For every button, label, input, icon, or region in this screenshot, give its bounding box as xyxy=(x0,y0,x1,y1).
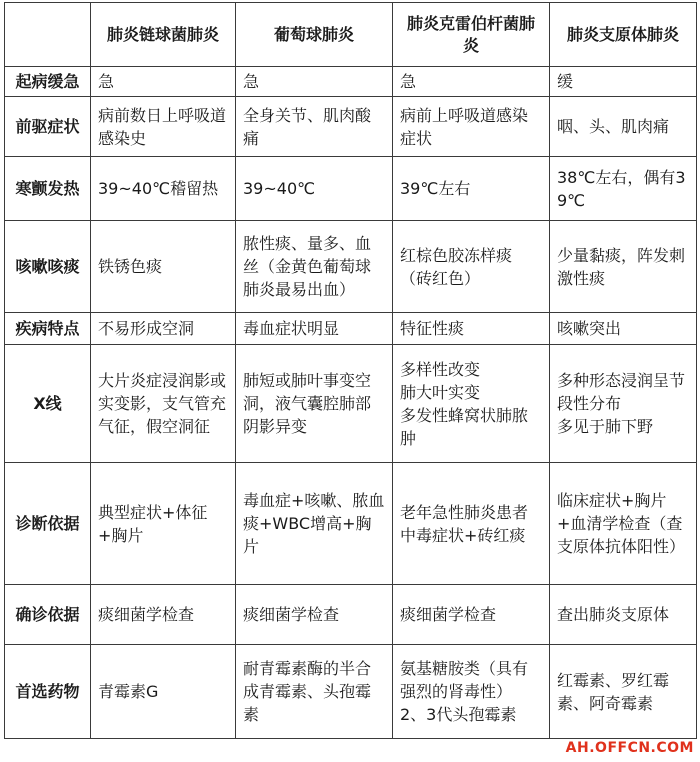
row-label-confirmation: 确诊依据 xyxy=(5,585,91,645)
table-row xyxy=(5,585,697,645)
table-cell: 咳嗽突出 xyxy=(550,313,697,345)
table-cell: 青霉素G xyxy=(91,645,236,739)
table-cell: 少量黏痰，阵发刺激性痰 xyxy=(550,221,697,313)
table-row xyxy=(5,345,697,463)
table-cell: 缓 xyxy=(550,67,697,97)
table-cell: 咽、头、肌肉痛 xyxy=(550,97,697,157)
column-header-staphylococcus: 葡萄球肺炎 xyxy=(236,3,393,67)
table-row xyxy=(5,97,697,157)
table-cell: 红霉素、罗红霉素、阿奇霉素 xyxy=(550,645,697,739)
table-cell: 耐青霉素酶的半合成青霉素、头孢霉素 xyxy=(236,645,393,739)
table-cell: 39~40℃稽留热 xyxy=(91,157,236,221)
table-cell: 大片炎症浸润影或实变影，支气管充气征，假空洞征 xyxy=(91,345,236,463)
table-cell: 查出肺炎支原体 xyxy=(550,585,697,645)
corner-cell xyxy=(5,3,91,67)
table-cell: 39℃左右 xyxy=(393,157,550,221)
table-cell: 病前上呼吸道感染症状 xyxy=(393,97,550,157)
column-header-klebsiella: 肺炎克雷伯杆菌肺炎 xyxy=(393,3,550,67)
table-cell: 临床症状+胸片+血清学检查（查支原体抗体阳性） xyxy=(550,463,697,585)
table-cell: 急 xyxy=(393,67,550,97)
table-cell: 典型症状+体征+胸片 xyxy=(91,463,236,585)
table-row xyxy=(5,221,697,313)
header-row xyxy=(5,3,697,67)
table-cell: 红棕色胶冻样痰（砖红色） xyxy=(393,221,550,313)
table-cell: 毒血症状明显 xyxy=(236,313,393,345)
table-cell: 38℃左右，偶有39℃ xyxy=(550,157,697,221)
row-label-onset: 起病缓急 xyxy=(5,67,91,97)
pneumonia-comparison-table xyxy=(4,2,697,739)
table-cell: 急 xyxy=(91,67,236,97)
table-row xyxy=(5,157,697,221)
table-row xyxy=(5,463,697,585)
table-cell: 全身关节、肌肉酸痛 xyxy=(236,97,393,157)
column-header-mycoplasma: 肺炎支原体肺炎 xyxy=(550,3,697,67)
table-cell: 多种形态浸润呈节段性分布 多见于肺下野 xyxy=(550,345,697,463)
row-label-characteristics: 疾病特点 xyxy=(5,313,91,345)
column-header-streptococcus: 肺炎链球菌肺炎 xyxy=(91,3,236,67)
table-row xyxy=(5,645,697,739)
table-row xyxy=(5,67,697,97)
table-cell: 病前数日上呼吸道感染史 xyxy=(91,97,236,157)
table-cell: 氨基糖胺类（具有强烈的肾毒性） 2、3代头孢霉素 xyxy=(393,645,550,739)
row-label-diagnosis: 诊断依据 xyxy=(5,463,91,585)
table-cell: 老年急性肺炎患者 中毒症状+砖红痰 xyxy=(393,463,550,585)
table-cell: 特征性痰 xyxy=(393,313,550,345)
table-cell: 肺短或肺叶事变空洞，液气囊腔肺部阴影异变 xyxy=(236,345,393,463)
table-cell: 39~40℃ xyxy=(236,157,393,221)
table-cell: 痰细菌学检查 xyxy=(236,585,393,645)
table-cell: 毒血症+咳嗽、脓血痰+WBC增高+胸片 xyxy=(236,463,393,585)
table-cell: 多样性改变 肺大叶实变 多发性蜂窝状肺脓肿 xyxy=(393,345,550,463)
table-cell: 急 xyxy=(236,67,393,97)
table-cell: 痰细菌学检查 xyxy=(91,585,236,645)
row-label-prodrome: 前驱症状 xyxy=(5,97,91,157)
table-row xyxy=(5,313,697,345)
row-label-xray: X线 xyxy=(5,345,91,463)
row-label-cough-sputum: 咳嗽咳痰 xyxy=(5,221,91,313)
row-label-fever: 寒颤发热 xyxy=(5,157,91,221)
site-watermark: AH.OFFCN.COM xyxy=(565,740,694,756)
row-label-first-choice-drug: 首选药物 xyxy=(5,645,91,739)
table-cell: 铁锈色痰 xyxy=(91,221,236,313)
table-cell: 不易形成空洞 xyxy=(91,313,236,345)
table-cell: 脓性痰、量多、血丝（金黄色葡萄球肺炎最易出血） xyxy=(236,221,393,313)
table-cell: 痰细菌学检查 xyxy=(393,585,550,645)
